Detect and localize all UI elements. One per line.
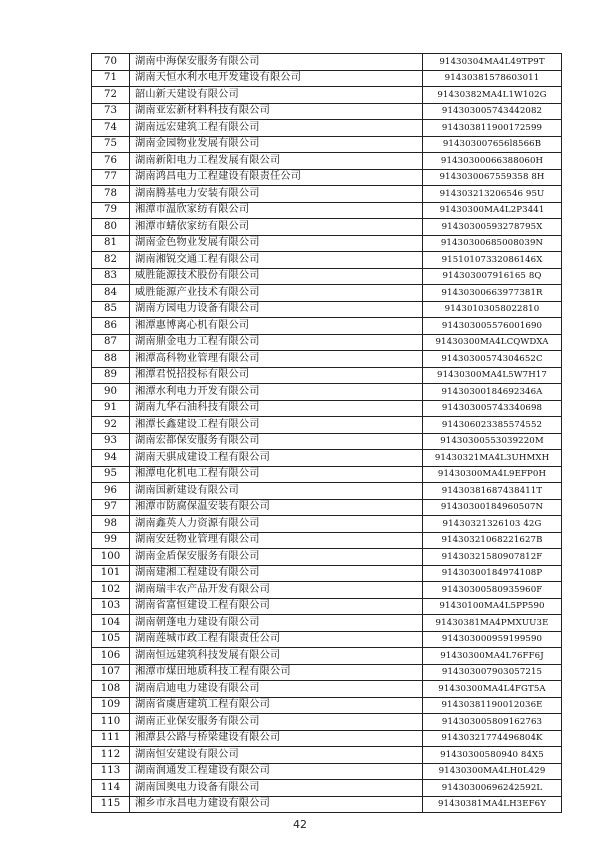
credit-code-cell: 91430300663977381R [423,285,562,302]
table-row [92,450,562,467]
credit-code-cell: 91430304MA4L49TP9T [423,54,562,71]
credit-code-cell: 91430300MA4L76FF6J [423,648,562,665]
company-name-cell: 湖南鸿昌电力工程建设有限责任公司 [130,169,423,186]
row-number-cell: 78 [92,186,130,203]
company-name-cell: 湘潭市蜻依家纺有限公司 [130,219,423,236]
row-number-cell: 87 [92,334,130,351]
table-row [92,285,562,302]
credit-code-cell: 91430321580907812F [423,549,562,566]
company-name-cell: 湖南省虞唐建筑工程有限公司 [130,697,423,714]
row-number-cell: 76 [92,153,130,170]
company-name-cell: 湖南启迪电力建设有限公司 [130,681,423,698]
company-name-cell: 湘潭市煤田地质科技工程有限公司 [130,664,423,681]
table-row [92,153,562,170]
row-number-cell: 97 [92,499,130,516]
company-name-cell: 湘潭县公路与桥梁建设有限公司 [130,730,423,747]
table-row [92,648,562,665]
table-row [92,334,562,351]
table-row [92,252,562,269]
table-row [92,268,562,285]
page-number: 42 [293,818,307,831]
company-name-cell: 湖南国奥电力设备有限公司 [130,780,423,797]
table-row [92,103,562,120]
company-name-cell: 湖南中海保安服务有限公司 [130,54,423,71]
company-name-cell: 湖南安廷物业管理有限公司 [130,532,423,549]
row-number-cell: 105 [92,631,130,648]
credit-code-cell: 91430300685008039N [423,235,562,252]
company-name-cell: 湖南亚宏新材料科技有限公司 [130,103,423,120]
company-name-cell: 湖南湘锐交通工程有限公司 [130,252,423,269]
credit-code-cell: 9143030067559358 8H [423,169,562,186]
credit-code-cell: 91430321068221627B [423,532,562,549]
row-number-cell: 77 [92,169,130,186]
table-row [92,120,562,137]
row-number-cell: 93 [92,433,130,450]
table-row [92,565,562,582]
row-number-cell: 104 [92,615,130,632]
table-row [92,516,562,533]
table-row [92,169,562,186]
credit-code-cell: 91430300574304652C [423,351,562,368]
row-number-cell: 98 [92,516,130,533]
row-number-cell: 80 [92,219,130,236]
row-number-cell: 81 [92,235,130,252]
table-row [92,747,562,764]
row-number-cell: 84 [92,285,130,302]
credit-code-cell: 914303000959199590 [423,631,562,648]
row-number-cell: 95 [92,466,130,483]
table-row [92,796,562,813]
company-name-cell: 湖南金园物业发展有限公司 [130,136,423,153]
row-number-cell: 86 [92,318,130,335]
company-name-cell: 湖南瑞丰农产品开发有限公司 [130,582,423,599]
credit-code-cell: 914303005743442082 [423,103,562,120]
table-row [92,186,562,203]
company-name-cell: 湖南国新建设有限公司 [130,483,423,500]
table-row [92,681,562,698]
credit-code-cell: 91430300184974108P [423,565,562,582]
credit-code-cell: 914303007656l8566B [423,136,562,153]
credit-code-cell: 91430300184692346A [423,384,562,401]
company-name-cell: 湖南天骐成建设工程有限公司 [130,450,423,467]
company-name-cell: 湖南金色物业发展有限公司 [130,235,423,252]
row-number-cell: 85 [92,301,130,318]
row-number-cell: 94 [92,450,130,467]
company-name-cell: 湖南宏都保安服务有限公司 [130,433,423,450]
credit-code-cell: 91430300580940 84X5 [423,747,562,764]
credit-code-cell: 91430321774496804K [423,730,562,747]
row-number-cell: 109 [92,697,130,714]
company-name-cell: 湖南鼎金电力工程有限公司 [130,334,423,351]
credit-code-cell: 914303005743340698 [423,400,562,417]
row-number-cell: 79 [92,202,130,219]
table-row [92,532,562,549]
credit-code-cell: 914303007903057215 [423,664,562,681]
row-number-cell: 112 [92,747,130,764]
table-row [92,615,562,632]
row-number-cell: 72 [92,87,130,104]
table-row [92,549,562,566]
table-row [92,582,562,599]
row-number-cell: 108 [92,681,130,698]
row-number-cell: 90 [92,384,130,401]
table-row [92,301,562,318]
row-number-cell: 110 [92,714,130,731]
table-row [92,631,562,648]
table-row [92,136,562,153]
credit-code-cell: 91430300184960507N [423,499,562,516]
row-number-cell: 114 [92,780,130,797]
credit-code-cell: 91430321MA4L3UHMXH [423,450,562,467]
company-registry-body [92,54,562,813]
table-row [92,384,562,401]
row-number-cell: 74 [92,120,130,137]
table-row [92,433,562,450]
row-number-cell: 101 [92,565,130,582]
row-number-cell: 75 [92,136,130,153]
company-name-cell: 湖南腾基电力安装有限公司 [130,186,423,203]
row-number-cell: 106 [92,648,130,665]
company-name-cell: 湘潭市温欣家纺有限公司 [130,202,423,219]
company-name-cell: 湖南正业保安服务有限公司 [130,714,423,731]
row-number-cell: 92 [92,417,130,434]
credit-code-cell: 91430321326103 42G [423,516,562,533]
credit-code-cell: 91430381190012036E [423,697,562,714]
credit-code-cell: 91430300MA4LH0L429 [423,763,562,780]
company-name-cell: 湖南远宏建筑工程有限公司 [130,120,423,137]
row-number-cell: 113 [92,763,130,780]
credit-code-cell: 91430300593278795X [423,219,562,236]
credit-code-cell: 91430300MA4L4FGT5A [423,681,562,698]
table-row [92,763,562,780]
row-number-cell: 102 [92,582,130,599]
credit-code-cell: 91430300066388060H [423,153,562,170]
credit-code-cell: 91430381578603011 [423,70,562,87]
company-name-cell: 湘乡市永昌电力建设有限公司 [130,796,423,813]
credit-code-cell: 914306023385574552 [423,417,562,434]
company-name-cell: 威胜能源产业技术有限公司 [130,285,423,302]
credit-code-cell: 914303005576001690 [423,318,562,335]
table-row [92,318,562,335]
company-name-cell: 湘潭水利电力开发有限公司 [130,384,423,401]
company-name-cell: 湘潭惠博离心机有限公司 [130,318,423,335]
table-row [92,780,562,797]
company-name-cell: 湘潭君悦招投标有限公司 [130,367,423,384]
row-number-cell: 107 [92,664,130,681]
table-row [92,466,562,483]
credit-code-cell: 91430300696242592L [423,780,562,797]
table-row [92,499,562,516]
company-name-cell: 韶山新天建设有限公司 [130,87,423,104]
company-registry-table [91,53,562,813]
company-name-cell: 湖南新阳电力工程发展有限公司 [130,153,423,170]
row-number-cell: 96 [92,483,130,500]
table-row [92,54,562,71]
row-number-cell: 89 [92,367,130,384]
row-number-cell: 70 [92,54,130,71]
row-number-cell: 100 [92,549,130,566]
row-number-cell: 91 [92,400,130,417]
company-name-cell: 湖南天恒水利水电开发建设有限公司 [130,70,423,87]
company-name-cell: 湖南朝蓬电力建设有限公司 [130,615,423,632]
credit-code-cell: 914303005809162763 [423,714,562,731]
table-row [92,697,562,714]
credit-code-cell: 91430300MA4L5W7H17 [423,367,562,384]
row-number-cell: 99 [92,532,130,549]
row-number-cell: 115 [92,796,130,813]
company-name-cell: 湖南建湘工程建设有限公司 [130,565,423,582]
company-name-cell: 湖南方园电力设备有限公司 [130,301,423,318]
row-number-cell: 71 [92,70,130,87]
credit-code-cell: 91430300580935960F [423,582,562,599]
credit-code-cell: 91430300553039220M [423,433,562,450]
company-name-cell: 威胜能源技术股份有限公司 [130,268,423,285]
company-name-cell: 湖南省富恒建设工程有限公司 [130,598,423,615]
company-name-cell: 湖南金盾保安服务有限公司 [130,549,423,566]
credit-code-cell: 91430381MA4LH3EF6Y [423,796,562,813]
table-row [92,202,562,219]
credit-code-cell: 91430382MA4L1W102G [423,87,562,104]
table-row [92,351,562,368]
company-name-cell: 湘潭市防腐保温安装有限公司 [130,499,423,516]
table-row [92,219,562,236]
credit-code-cell: 91430100MA4L5PP590 [423,598,562,615]
table-row [92,87,562,104]
company-name-cell: 湖南润通发工程建设有限公司 [130,763,423,780]
company-name-cell: 湖南莲城市政工程有限责任公司 [130,631,423,648]
credit-code-cell: 91430300MA4L2P3441 [423,202,562,219]
row-number-cell: 111 [92,730,130,747]
company-name-cell: 湖南恒远建筑科技发展有限公司 [130,648,423,665]
row-number-cell: 103 [92,598,130,615]
credit-code-cell: 91430300MA4LCQWDXA [423,334,562,351]
company-name-cell: 湖南鑫英人力资源有限公司 [130,516,423,533]
credit-code-cell: 914303213206546 95U [423,186,562,203]
credit-code-cell: 914303811900172599 [423,120,562,137]
credit-code-cell: 91430103058022810 [423,301,562,318]
table-row [92,235,562,252]
credit-code-cell: 91430300MA4L9EFP0H [423,466,562,483]
row-number-cell: 73 [92,103,130,120]
credit-code-cell: 91430381MA4PMXUU3E [423,615,562,632]
credit-code-cell: 914303007916165 8Q [423,268,562,285]
table-row [92,70,562,87]
company-name-cell: 湘潭长鑫建设工程有限公司 [130,417,423,434]
table-row [92,367,562,384]
table-row [92,483,562,500]
table-row [92,714,562,731]
row-number-cell: 82 [92,252,130,269]
table-row [92,400,562,417]
company-name-cell: 湘潭高科物业管理有限公司 [130,351,423,368]
credit-code-cell: 91430381687438411T [423,483,562,500]
row-number-cell: 83 [92,268,130,285]
company-name-cell: 湖南恒安建设有限公司 [130,747,423,764]
credit-code-cell: 91510107332086146X [423,252,562,269]
table-row [92,664,562,681]
table-row [92,730,562,747]
company-name-cell: 湖南九华石油科技有限公司 [130,400,423,417]
table-row [92,598,562,615]
table-row [92,417,562,434]
row-number-cell: 88 [92,351,130,368]
company-name-cell: 湘潭电化机电工程有限公司 [130,466,423,483]
